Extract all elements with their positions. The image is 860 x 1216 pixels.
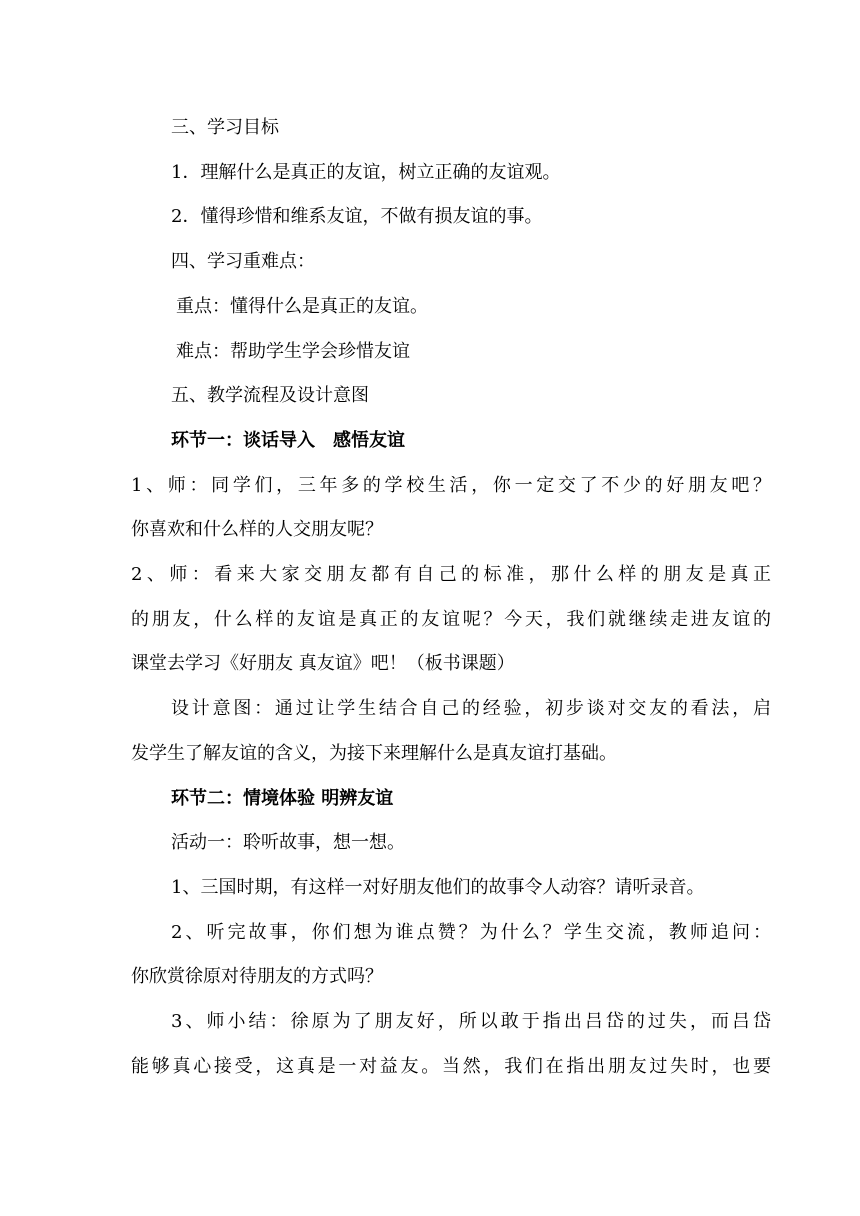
section-5-heading: 五、教学流程及设计意图 bbox=[171, 385, 369, 406]
stage-1-paragraph-2-line-1: 2、师：看来大家交朋友都有自己的标准，那什么样的朋友是真正 bbox=[131, 564, 771, 585]
stage-2-title: 环节二：情境体验 明辨友谊 bbox=[171, 788, 394, 809]
stage-2-paragraph-1: 1、三国时期，有这样一对好朋友他们的故事令人动容？请听录音。 bbox=[171, 877, 705, 898]
stage-2-paragraph-2-line-2: 你欣赏徐原对待朋友的方式吗？ bbox=[131, 966, 383, 987]
learning-goal-1: 1．理解什么是真正的友谊，树立正确的友谊观。 bbox=[171, 162, 561, 183]
difficult-point: 难点：帮助学生学会珍惜友谊 bbox=[176, 341, 410, 362]
activity-1-heading: 活动一：聆听故事，想一想。 bbox=[171, 832, 405, 853]
stage-1-paragraph-2-line-3: 课堂去学习《好朋友 真友谊》吧！（板书课题） bbox=[131, 653, 515, 674]
stage-1-title: 环节一：谈话导入 感悟友谊 bbox=[171, 430, 405, 451]
stage-2-paragraph-3-line-1: 3、师小结：徐原为了朋友好，所以敢于指出吕岱的过失，而吕岱 bbox=[171, 1011, 771, 1032]
section-3-heading: 三、学习目标 bbox=[171, 117, 279, 138]
design-intent-line-2: 发学生了解友谊的含义，为接下来理解什么是真友谊打基础。 bbox=[131, 743, 617, 764]
stage-1-paragraph-2-line-2: 的朋友，什么样的友谊是真正的友谊呢？今天，我们就继续走进友谊的 bbox=[131, 609, 771, 630]
design-intent-line-1: 设计意图：通过让学生结合自己的经验，初步谈对交友的看法，启 bbox=[171, 698, 771, 719]
stage-1-paragraph-1-line-1: 1、师：同学们，三年多的学校生活，你一定交了不少的好朋友吧？ bbox=[131, 475, 771, 496]
stage-2-paragraph-2-line-1: 2、听完故事，你们想为谁点赞？为什么？学生交流，教师追问： bbox=[171, 922, 771, 943]
section-4-heading: 四、学习重难点： bbox=[171, 251, 315, 272]
key-point: 重点：懂得什么是真正的友谊。 bbox=[176, 296, 428, 317]
learning-goal-2: 2．懂得珍惜和维系友谊，不做有损友谊的事。 bbox=[171, 206, 543, 227]
stage-1-paragraph-1-line-2: 你喜欢和什么样的人交朋友呢？ bbox=[131, 519, 383, 540]
stage-2-paragraph-3-line-2: 能够真心接受，这真是一对益友。当然，我们在指出朋友过失时，也要 bbox=[131, 1056, 771, 1077]
